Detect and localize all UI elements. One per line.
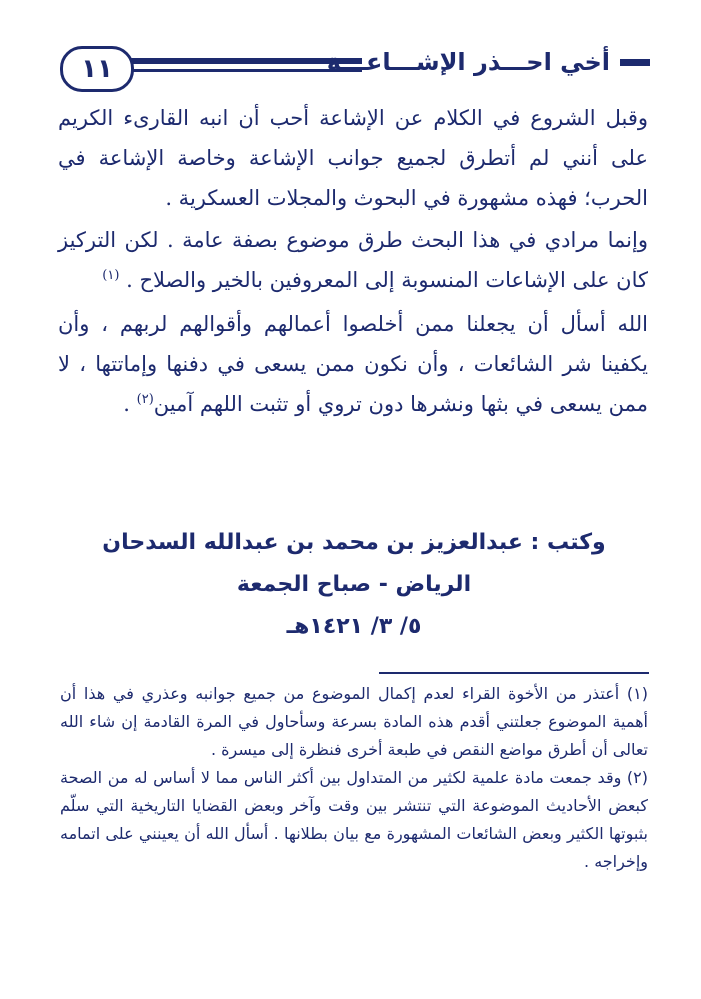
author-line: وكتب : عبدالعزيز بن محمد بن عبدالله السدحان: [102, 530, 606, 555]
page-number: ١١: [60, 46, 134, 92]
paragraph-3: [58, 304, 648, 424]
footnote-ref-2: (٢): [136, 392, 154, 407]
place-line: الرياض - صباح الجمعة: [236, 572, 472, 597]
header-dash: [620, 59, 650, 66]
signature-block: [60, 522, 648, 648]
footnote-ref-1: (١): [102, 268, 120, 283]
running-title: أخي احـــذر الإشـــاعـــة: [326, 48, 610, 76]
paragraph-3-end: .: [123, 392, 137, 416]
paragraph-3-text: الله أسأل أن يجعلنا ممن أخلصوا أعمالهم وأقوالهم لربهم ، وأن يكفينا شر الشائعات ، وأن نكون ممن يسعى في دفنها وإماتتها ، لا ممن يسعى في بثها ونشرها دون تروي أو تثبت اللهم آمين: [58, 312, 648, 416]
page-header: [60, 46, 650, 96]
footnote-2: (٢) وقد جمعت مادة علمية لكثير من المتداول بين أكثر الناس مما لا أساس له من الصحة كبعض الأحاديث الموضوعة التي تنتشر بين وقت وآخر وبعض القضايا التاريخية التي سلّم بثبوتها الكثير وبعض الشائعات المشهورة مع بيان بطلانها . أسأل الله أن يعينني على اتمامه وإخراجه .: [60, 768, 648, 871]
footnotes: [60, 680, 648, 876]
paragraph-2: [58, 220, 648, 300]
date-line: ٥/ ٣/ ١٤٢١هـ: [286, 614, 422, 639]
footnote-1: (١) أعتذر من الأخوة القراء لعدم إكمال الموضوع من جميع جوانبه وعذري في هذا أن أهمية الموضوع جعلتني أقدم هذه المادة بسرعة وسأحاول في المرة القادمة إن شاء الله تعالى أن أطرق مواضع النقص في طبعة أخرى فنظرة إلى ميسرة .: [60, 684, 648, 759]
paragraph-1: وقبل الشروع في الكلام عن الإشاعة أحب أن انبه القارىء الكريم على أنني لم أتطرق لجميع جوانب الإشاعة وخاصة الإشاعة في الحرب؛ فهذه مشهورة في البحوث والمجلات العسكرية .: [58, 106, 648, 210]
paragraph-2-text: وإنما مرادي في هذا البحث طرق موضوع بصفة عامة . لكن التركيز كان على الإشاعات المنسوبة إلى المعروفين بالخير والصلاح .: [58, 228, 648, 292]
main-text: [58, 98, 648, 424]
footnote-divider: [379, 672, 649, 674]
